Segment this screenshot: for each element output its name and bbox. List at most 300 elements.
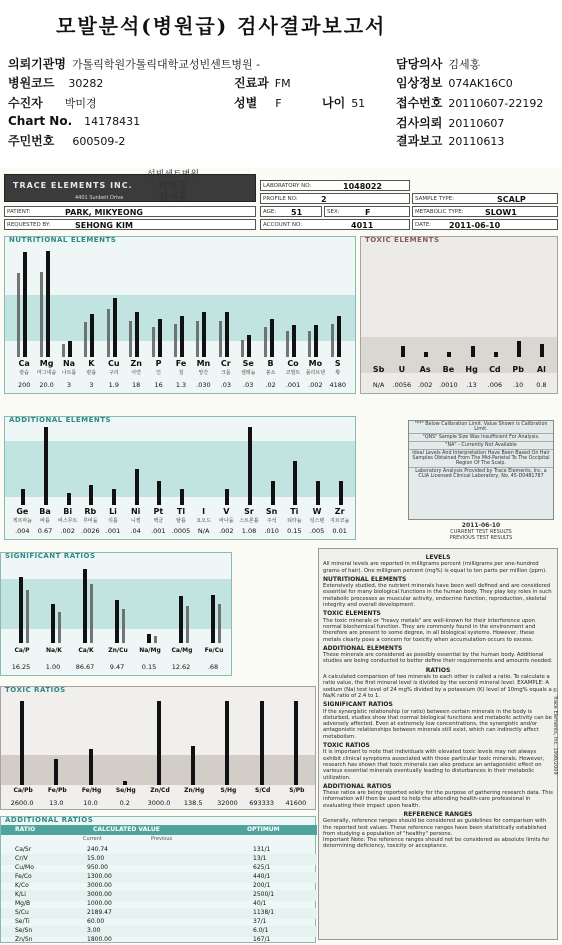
account-no-field: ACCOUNT NO: 4011 (260, 219, 410, 230)
additional-bar-rb (89, 485, 93, 505)
additional-bar-ti (293, 461, 297, 505)
toxic-ratio-bar-5 (191, 746, 195, 785)
significant-prev-bar-2 (90, 584, 93, 643)
ratio-name: Fe/Co (15, 873, 32, 880)
additional-symbol-li: Li (109, 507, 117, 516)
significant-value-2: 86.67 (75, 663, 95, 671)
nutritional-symbol-k: K (88, 359, 95, 368)
additional-value-ni: .04 (130, 527, 141, 535)
additional-name-ba: 바륨 (40, 518, 50, 524)
additional-symbol-i: I (202, 507, 206, 516)
additional-value-rb: .0026 (81, 527, 100, 535)
toxic-bar-hg (471, 346, 475, 357)
nutritional-prev-bar-zn (129, 321, 132, 357)
significant-ratio-5: Ca/Mg (171, 647, 193, 654)
header-request-date: 검사의뢰 20110607 (396, 116, 505, 130)
additional-bar-li (112, 489, 116, 505)
header-department: 진료과 FM (234, 76, 291, 90)
significant-prev-bar-4 (154, 636, 157, 643)
ratio-value: 3000.00 (87, 891, 112, 898)
nutritional-bar-mo (314, 325, 318, 357)
ratio-name: Se/Sn (15, 927, 33, 934)
laboratory-no-field: LABORATORY NO: 1048022 (260, 180, 410, 191)
explanation-text: A calculated comparison of two minerals to each other is called a ratio. To calculate a ratio value, the first mineral level is divided by the second mineral level. EXAMPLE: A sodium (Na) test level of 24 mg% divided by a potassium (K) level of 10mg% equals a Na/K ratio of 2.4 to 1. (323, 674, 552, 699)
additional-bar-sn (271, 481, 275, 505)
toxic-ratio-value-5: 138.5 (183, 799, 203, 807)
ratio-value: 1800.00 (87, 936, 112, 943)
additional-value-sr: 1.08 (241, 527, 257, 535)
significant-prev-bar-1 (58, 612, 61, 643)
metabolic-type-field: METABOLIC TYPE: SLOW1 (412, 206, 558, 217)
toxic-ratio-1: Fe/Pb (47, 787, 67, 794)
date-field: DATE: 2011-06-10 (412, 219, 558, 230)
nutritional-elements-panel (4, 236, 356, 394)
ratio-optimum: 440/1 (253, 873, 271, 880)
nutritional-prev-bar-mo (308, 331, 311, 357)
toxic-value-as: .002 (417, 381, 433, 389)
nutritional-name-ca: 칼슘 (19, 370, 30, 376)
nutritional-prev-bar-mn (196, 321, 199, 357)
nutritional-value-p: 16 (154, 381, 163, 389)
additional-value-ba: 0.67 (37, 527, 53, 535)
nutritional-symbol-b: B (267, 359, 274, 368)
toxic-ratio-5: Zn/Hg (184, 787, 205, 794)
explanation-heading: ADDITIONAL ELEMENTS (323, 644, 403, 652)
additional-ratios-table: ADDITIONAL RATIOS RATIO CALCULATED VALUE OPTIMUM Current Previous Ca/Sr 240.74 131/1 Cr/V 15.00 13/1 Cu/Mo 950.00 625/1 Fe/Co 1300.00 440/1 K/Co 3000.00 200/1 K/Li 3000.00 2500/1 Mg/B 1000.00 40/1 S/Cu 2189.47 1138/1 Se/Ti 60.00 37/1 Se/Sn 3.00 6.0/1 Zn/Sn 1800.00 167/1 (0, 816, 316, 943)
additional-bar-sr (248, 427, 252, 505)
additional-name-i: 요오드 (196, 518, 211, 524)
significant-value-3: 9.47 (109, 663, 125, 671)
explanation-text: Extensively studied, the nutrient minerals have been well defined and are considered essential for many biological functions in the human body. They play key roles in such metabolic processes as muscular activity, endocrine function, reproduction, skeletal integrity and overall development. (323, 583, 552, 609)
explanation-text: These minerals are considered as possibly essential by the human body. Additional studies are being conducted to better define their requirements and amounts needed. (323, 652, 553, 665)
ratio-name: Se/Ti (15, 918, 30, 925)
ratio-optimum: 167/1 (253, 936, 271, 943)
explanation-heading: REFERENCE RANGES (403, 810, 473, 818)
nutritional-value-se: .03 (243, 381, 254, 389)
hospital-stamp: 성빈센트병원 박미경 김세홍 (146, 170, 200, 203)
toxic-ratio-value-1: 13.0 (49, 799, 64, 807)
ratio-optimum: 13/1 (253, 855, 267, 862)
nutritional-prev-bar-b (264, 327, 267, 357)
nutritional-value-mo: .002 (308, 381, 323, 389)
toxic-ratio-value-6: 32000 (217, 799, 238, 807)
nutritional-symbol-co: Co (287, 359, 299, 368)
nutritional-prev-bar-s (331, 324, 334, 357)
nutritional-name-cr: 크롬 (220, 370, 231, 376)
additional-name-ni: 니켈 (130, 518, 141, 524)
nutritional-bar-s (337, 316, 341, 357)
nutritional-symbol-s: S (334, 359, 341, 368)
toxic-ratio-bar-6 (225, 701, 229, 785)
significant-prev-bar-6 (218, 604, 221, 643)
nutritional-bar-k (90, 314, 94, 357)
report-explanations (318, 548, 558, 940)
ratio-name: Ca/Sr (15, 846, 32, 853)
nutritional-name-s: 황 (335, 370, 341, 376)
ratio-optimum: 2500/1 (253, 891, 275, 898)
additional-name-tl: 탈륨 (176, 518, 186, 524)
additional-name-rb: 루비듐 (83, 518, 98, 524)
nutritional-name-zn: 아연 (131, 370, 142, 376)
additional-name-li: 리튬 (108, 518, 118, 524)
explanation-heading: LEVELS (425, 554, 451, 561)
nutritional-prev-bar-se (241, 340, 244, 357)
lab-address: 4401 Sunbelt Drive (75, 195, 124, 201)
nutritional-bar-b (270, 319, 274, 357)
toxic-bar-cd (494, 352, 498, 357)
toxic-ratio-bar-3 (123, 781, 127, 785)
nutritional-name-k: 칼륨 (86, 370, 97, 376)
header-chart-no: Chart No. 14178431 (8, 114, 141, 128)
toxic-elements-panel (360, 236, 558, 394)
nutritional-elements-title: NUTRITIONAL ELEMENTS (9, 236, 117, 244)
nutritional-name-mg: 마그네슘 (36, 370, 57, 376)
nutritional-value-b: .02 (265, 381, 276, 389)
significant-ratio-4: Na/Mg (139, 647, 161, 654)
header-receipt-no: 접수번호 20110607-22192 (396, 96, 544, 110)
additional-symbol-ni: Ni (130, 507, 141, 516)
additional-name-zr: 지르코늄 (329, 518, 350, 524)
significant-bar-1 (51, 604, 55, 643)
additional-bar-pt (157, 481, 161, 505)
explanation-heading: RATIOS (425, 666, 451, 674)
nutritional-symbol-mg: Mg (39, 359, 54, 368)
additional-value-ti: 0.15 (287, 527, 302, 535)
hair-analysis-report (0, 168, 562, 945)
explanation-text: Important Note: The reference ranges should not be considered as absolute limits for determining deficiency, toxicity or acceptance. (323, 837, 550, 850)
ratio-value: 3000.00 (87, 882, 112, 889)
toxic-ratio-value-7: 693333 (249, 799, 275, 807)
patient-field: PATIENT: PARK, MIKYEONG (4, 206, 256, 217)
significant-prev-bar-3 (122, 609, 125, 643)
nutritional-name-p: 인 (156, 370, 162, 376)
nutritional-symbol-cu: Cu (108, 359, 120, 368)
toxic-symbol-al: Al (536, 365, 546, 374)
toxic-value-al: 0.8 (536, 381, 547, 389)
additional-name-ge: 게르마늄 (12, 518, 32, 524)
header-report-date: 결과보고 20110613 (396, 134, 505, 148)
nutritional-prev-bar-na (62, 344, 65, 357)
header-age: 나이 51 (322, 96, 366, 110)
nutritional-bar-na (68, 341, 72, 357)
significant-bar-4 (147, 634, 151, 643)
additional-elements-panel (4, 416, 356, 540)
toxic-ratio-value-4: 3000.0 (147, 799, 171, 807)
additional-ratios-title: ADDITIONAL RATIOS (5, 816, 94, 824)
nutritional-bar-ca (23, 252, 27, 357)
additional-bar-bi (67, 493, 71, 505)
significant-value-6: .68 (207, 663, 219, 671)
significant-ratios-panel (0, 552, 232, 676)
nutritional-prev-bar-p (152, 327, 155, 357)
toxic-symbol-pb: Pb (512, 365, 524, 374)
nutritional-value-zn: 18 (132, 381, 141, 389)
header-clinical-info: 임상정보 074AK16C0 (396, 76, 513, 90)
ratio-value: 1300.00 (87, 873, 112, 880)
significant-bar-6 (211, 595, 215, 643)
ratio-row (1, 935, 317, 945)
ratio-optimum: 131/1 (253, 846, 271, 853)
additional-bar-tl (180, 489, 184, 505)
additional-ratios-header: RATIO CALCULATED VALUE OPTIMUM (1, 825, 317, 835)
sex-field: SEX: F (324, 206, 410, 217)
toxic-ratio-bar-2 (89, 749, 93, 785)
nutritional-value-na: 3 (66, 381, 72, 389)
ratio-value: 950.00 (87, 864, 108, 871)
toxic-value-sb: N/A (372, 381, 385, 389)
additional-symbol-v: V (223, 507, 230, 516)
toxic-symbol-sb: Sb (372, 365, 385, 374)
additional-symbol-w: W (312, 507, 322, 516)
additional-value-bi: .002 (60, 527, 75, 535)
toxic-ratio-bar-8 (294, 701, 298, 785)
toxic-ratio-value-8: 41600 (285, 799, 307, 807)
ratio-value: 15.00 (87, 855, 105, 862)
explanation-heading: NUTRITIONAL ELEMENTS (323, 575, 407, 583)
header-patient: 수진자 박미경 (8, 96, 97, 110)
toxic-symbol-cd: Cd (489, 365, 501, 374)
additional-name-ti: 티타늄 (287, 518, 302, 524)
additional-name-pt: 백금 (153, 518, 164, 524)
nutritional-prev-bar-ca (17, 273, 20, 357)
profile-no-field: PROFILE NO: 2 (260, 193, 410, 204)
significant-value-4: 0.15 (141, 663, 157, 671)
nutritional-value-ca: 200 (17, 381, 31, 389)
significant-bar-3 (115, 600, 119, 643)
additional-symbol-bi: Bi (63, 507, 73, 516)
additional-symbol-ti: Ti (290, 507, 299, 516)
ratio-value: 3.00 (87, 927, 101, 934)
additional-symbol-rb: Rb (84, 507, 97, 516)
explanation-text: If the synergistic relationship (or ratio) between certain minerals in the body is disturbed, studies show that normal biological functions and metabolic activity can be adversely affected. Even at extremely low concentrations, the synergistic and/or antagonistic relationships between minerals still exist, which can indirectly affect metabolism. (323, 708, 552, 740)
nutritional-name-mo: 몰리브덴 (305, 370, 326, 376)
ratio-name: K/Co (15, 882, 29, 889)
nutritional-name-co: 코발트 (285, 370, 301, 376)
nutritional-bar-mn (202, 312, 206, 357)
nutritional-name-mn: 망간 (198, 370, 209, 376)
explanation-heading: SIGNIFICANT RATIOS (323, 701, 393, 709)
copyright-note: © Trace Elements, Inc. 1998/2009 (552, 688, 558, 775)
nutritional-value-k: 3 (89, 381, 94, 389)
significant-ratio-0: Ca/P (14, 647, 30, 654)
additional-symbol-ba: Ba (39, 507, 51, 516)
test-results-date-box: 2011-06-10 CURRENT TEST RESULTS PREVIOUS TEST RESULTS (449, 522, 513, 541)
ratio-optimum: 1138/1 (253, 909, 275, 916)
toxic-value-cd: .006 (487, 381, 503, 389)
additional-value-zr: 0.01 (332, 527, 347, 535)
significant-ratio-3: Zn/Cu (108, 647, 128, 654)
toxic-ratio-6: S/Hg (220, 787, 237, 794)
toxic-ratio-value-2: 10.0 (83, 799, 98, 807)
additional-name-sr: 스트론튬 (239, 518, 259, 524)
sample-type-field: SAMPLE TYPE: SCALP (412, 193, 558, 204)
nutritional-symbol-mo: Mo (308, 359, 323, 368)
document-title: 모발분석(병원급) 검사결과보고서 (56, 14, 387, 38)
toxic-bar-al (540, 344, 544, 357)
toxic-ratios-panel (0, 686, 316, 810)
toxic-bar-as (424, 352, 428, 357)
additional-value-ge: .004 (15, 527, 30, 535)
toxic-value-be: .0010 (439, 381, 458, 389)
nutritional-value-mn: .030 (196, 381, 211, 389)
toxic-symbol-u: U (398, 365, 406, 374)
additional-symbol-sr: Sr (244, 507, 254, 516)
toxic-ratio-bar-1 (54, 759, 58, 785)
ratio-name: Zn/Sn (15, 936, 33, 943)
additional-name-v: 바나듐 (219, 518, 234, 524)
additional-name-sn: 주석 (266, 518, 277, 524)
header-hospital-code: 병원코드 30282 (8, 76, 104, 90)
toxic-ratio-2: Fe/Hg (81, 787, 102, 794)
toxic-symbol-be: Be (442, 365, 455, 374)
nutritional-value-fe: 1.3 (175, 381, 187, 389)
additional-value-tl: .0005 (171, 527, 191, 535)
significant-ratios-title: SIGNIFICANT RATIOS (5, 552, 96, 560)
additional-symbol-sn: Sn (265, 507, 278, 516)
ratio-optimum: 40/1 (253, 900, 267, 907)
nutritional-bar-cr (225, 312, 229, 357)
significant-ratio-1: Na/K (46, 647, 62, 654)
ratio-value: 240.74 (87, 846, 108, 853)
additional-elements-title: ADDITIONAL ELEMENTS (9, 416, 112, 424)
toxic-ratio-bar-7 (260, 701, 264, 785)
significant-ratio-6: Fe/Cu (204, 647, 224, 654)
nutritional-bar-zn (135, 312, 139, 357)
nutritional-bar-mg (46, 251, 50, 357)
toxic-value-hg: .13 (466, 381, 477, 389)
explanation-heading: TOXIC ELEMENTS (323, 610, 381, 618)
ratio-name: K/Li (15, 891, 26, 898)
ratio-name: Mg/B (15, 900, 31, 907)
significant-bar-2 (83, 569, 87, 643)
significant-prev-bar-0 (26, 590, 29, 643)
additional-name-w: 텅스텐 (309, 518, 325, 524)
additional-value-i: N/A (197, 527, 210, 535)
additional-bar-v (225, 489, 229, 505)
nutritional-bar-p (158, 319, 162, 357)
additional-symbol-zr: Zr (334, 507, 345, 516)
explanation-heading: ADDITIONAL RATIOS (323, 782, 392, 790)
ratio-optimum: 200/1 (253, 882, 271, 889)
requested-by-field: REQUESTED BY: SEHONG KIM (4, 219, 256, 230)
ratio-name: Cr/V (15, 855, 28, 862)
additional-bar-ba (44, 427, 48, 505)
nutritional-prev-bar-cu (107, 309, 110, 357)
explanation-text: It is important to note that individuals with elevated toxic levels may not always exhibit clinical symptoms associated with those particular toxic minerals. However, research has shown that toxic minerals can also produce an antagonistic effect on various essential minerals eventually leading to disturbances in their metabolic utilization. (323, 749, 545, 781)
explanation-text: Generally, reference ranges should be considered as guidelines for comparison with the reported test values. These reference ranges have been statistically established from studying a population of "healthy" persons. (323, 818, 547, 837)
explanation-text: All mineral levels are reported in milligrams percent (milligrams per one-hundred grams of hair). One milligram percent (mg%) is equal to ten parts per million (ppm). (323, 561, 547, 574)
report-legend: "**" Below Calibration Limit. Value Shown is Calibration Limit. "QNS" Sample Size Was Insufficient For Analysis. "NA" - Currently Not Available Ideal Levels And Interpretation Have Been Based On Hair Samples Obtained From The Mid-Parietal To The Occipital Region Of The Scalp. Laboratory Analysis Provided by Trace Elements, Inc. a CLIA Licensed Clinical Laboratory, No. 45-D0481787 (408, 420, 554, 520)
toxic-bar-be (447, 352, 451, 357)
toxic-ratios-title: TOXIC RATIOS (5, 686, 66, 694)
additional-symbol-tl: Tl (176, 507, 186, 516)
nutritional-value-cr: .03 (220, 381, 231, 389)
nutritional-prev-bar-mg (40, 272, 43, 357)
nutritional-prev-bar-fe (174, 324, 177, 357)
additional-name-bi: 비스무트 (57, 518, 78, 524)
ratio-optimum: 6.0/1 (253, 927, 269, 934)
significant-bar-0 (19, 577, 23, 643)
lab-name: TRACE ELEMENTS INC. (13, 181, 133, 190)
explanation-heading: TOXIC RATIOS (323, 742, 370, 750)
ratio-name: Cu/Mo (15, 864, 34, 871)
header-sex: 성별 F (234, 96, 282, 110)
nutritional-symbol-se: Se (242, 359, 254, 368)
ratio-value: 2189.47 (87, 909, 112, 916)
ratio-value: 60.00 (87, 918, 105, 925)
toxic-value-u: .0056 (392, 381, 412, 389)
nutritional-value-s: 4180 (329, 381, 347, 389)
nutritional-value-co: .001 (285, 381, 301, 389)
toxic-ratio-3: Se/Hg (115, 787, 136, 794)
significant-value-1: 1.00 (45, 663, 61, 671)
toxic-ratio-0: Ca/Pb (13, 787, 33, 794)
additional-value-pt: .001 (151, 527, 166, 535)
toxic-elements-title: TOXIC ELEMENTS (365, 236, 440, 244)
toxic-ratio-7: S/Cd (255, 787, 271, 794)
nutritional-bar-se (247, 335, 251, 357)
nutritional-name-na: 나트륨 (61, 370, 77, 376)
header-resident-no: 주민번호 600509-2 (8, 134, 126, 148)
toxic-value-pb: .10 (512, 381, 524, 389)
toxic-symbol-as: As (419, 365, 431, 374)
toxic-bar-pb (517, 341, 521, 357)
nutritional-symbol-mn: Mn (196, 359, 211, 368)
nutritional-symbol-p: P (155, 359, 162, 368)
additional-bar-zr (339, 481, 343, 505)
nutritional-symbol-zn: Zn (130, 359, 142, 368)
nutritional-symbol-fe: Fe (175, 359, 187, 368)
nutritional-symbol-na: Na (62, 359, 76, 368)
nutritional-prev-bar-cr (219, 321, 222, 357)
explanation-text: These ratios are being reported solely for the purpose of gathering research data. This information will then be used to help the attending health-care professional in evaluating their impact upon health. (323, 790, 553, 809)
toxic-bar-u (401, 346, 405, 357)
nutritional-symbol-cr: Cr (220, 359, 231, 368)
nutritional-value-cu: 1.9 (108, 381, 119, 389)
additional-value-li: .001 (105, 527, 121, 535)
toxic-symbol-hg: Hg (465, 365, 478, 374)
nutritional-name-se: 셀레늄 (240, 370, 256, 376)
toxic-ratio-bar-0 (20, 701, 24, 785)
nutritional-value-mg: 20.0 (39, 381, 54, 389)
significant-value-0: 16.25 (11, 663, 31, 671)
ratio-name: S/Cu (15, 909, 29, 916)
header-doctor: 담당의사 김세홍 (396, 57, 481, 71)
ratio-optimum: 37/1 (253, 918, 267, 925)
toxic-ratio-4: Zn/Cd (150, 787, 170, 794)
significant-prev-bar-5 (186, 606, 189, 643)
nutritional-prev-bar-k (84, 322, 87, 357)
significant-ratio-2: Ca/K (78, 647, 94, 654)
explanation-text: The toxic minerals or "heavy metals" are well-known for their interference upon normal biochemical function. They are commonly found in the environment and therefore are present to some degree, in all biological systems. However, these metals clearly pose a concern for toxicity when accumulation occurs to excess. (323, 617, 536, 643)
age-field: AGE: 51 (260, 206, 322, 217)
additional-value-w: .005 (309, 527, 325, 535)
additional-bar-ni (135, 469, 139, 505)
nutritional-symbol-ca: Ca (18, 359, 30, 368)
significant-bar-5 (179, 596, 183, 643)
toxic-ratio-value-0: 2600.0 (10, 799, 34, 807)
additional-bar-w (316, 481, 320, 505)
significant-value-5: 12.62 (171, 663, 191, 671)
ratio-value: 1000.00 (87, 900, 112, 907)
additional-symbol-pt: Pt (153, 507, 164, 516)
additional-value-v: .002 (219, 527, 234, 535)
nutritional-name-b: 붕소 (265, 370, 276, 376)
nutritional-bar-co (292, 325, 296, 357)
nutritional-bar-fe (180, 316, 184, 357)
nutritional-name-fe: 철 (178, 370, 184, 376)
additional-symbol-ge: Ge (16, 507, 29, 516)
